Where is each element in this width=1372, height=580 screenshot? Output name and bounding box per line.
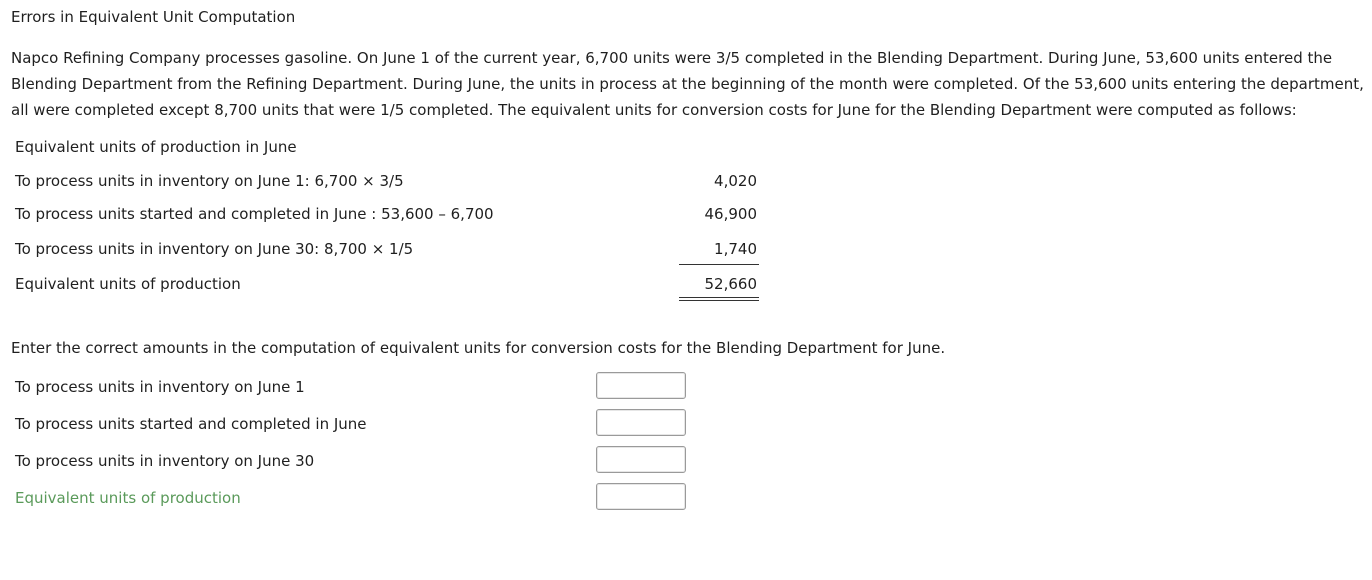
computation-row-amount: 1,740 <box>714 240 757 258</box>
problem-line-1: Napco Refining Company processes gasoline. On June 1 of the current year, 6,700 units were 3/5 completed in the Blending Department. During June, 53,600 units entered the <box>11 49 1333 67</box>
computation-row-label: To process units in inventory on June 30: 8,700 × 1/5 <box>15 240 414 258</box>
problem-line-2: Blending Department from the Refining Department. During June, the units in process at the beginning of the month were completed. Of the 53,600 units entering the department, <box>11 75 1364 93</box>
computation-row-label: To process units in inventory on June 1: 6,700 × 3/5 <box>15 172 404 190</box>
answer-row-label: To process units in inventory on June 1 <box>15 378 305 396</box>
june-30-inventory-input[interactable] <box>596 446 686 473</box>
started-completed-input[interactable] <box>596 409 686 436</box>
problem-description <box>11 45 1372 123</box>
answer-row-label: To process units in inventory on June 30 <box>15 452 315 470</box>
june-1-inventory-input[interactable] <box>596 372 686 399</box>
computation-total-label: Equivalent units of production <box>15 275 241 293</box>
answer-row-label: To process units started and completed in June <box>15 415 367 433</box>
computation-total-amount: 52,660 <box>704 275 757 293</box>
computation-heading: Equivalent units of production in June <box>15 138 297 156</box>
total-double-rule <box>679 297 759 301</box>
computation-row-label: To process units started and completed in June : 53,600 – 6,700 <box>15 205 494 223</box>
instruction-text: Enter the correct amounts in the computation of equivalent units for conversion costs for the Blending Department for June. <box>11 339 946 357</box>
problem-line-3: all were completed except 8,700 units that were 1/5 completed. The equivalent units for conversion costs for June for the Blending Department were computed as follows: <box>11 101 1297 119</box>
answer-total-label: Equivalent units of production <box>15 489 241 507</box>
subtotal-rule <box>679 264 759 265</box>
equivalent-units-total-input[interactable] <box>596 483 686 510</box>
page-title: Errors in Equivalent Unit Computation <box>11 8 296 26</box>
computation-row-amount: 46,900 <box>704 205 757 223</box>
computation-row-amount: 4,020 <box>714 172 757 190</box>
